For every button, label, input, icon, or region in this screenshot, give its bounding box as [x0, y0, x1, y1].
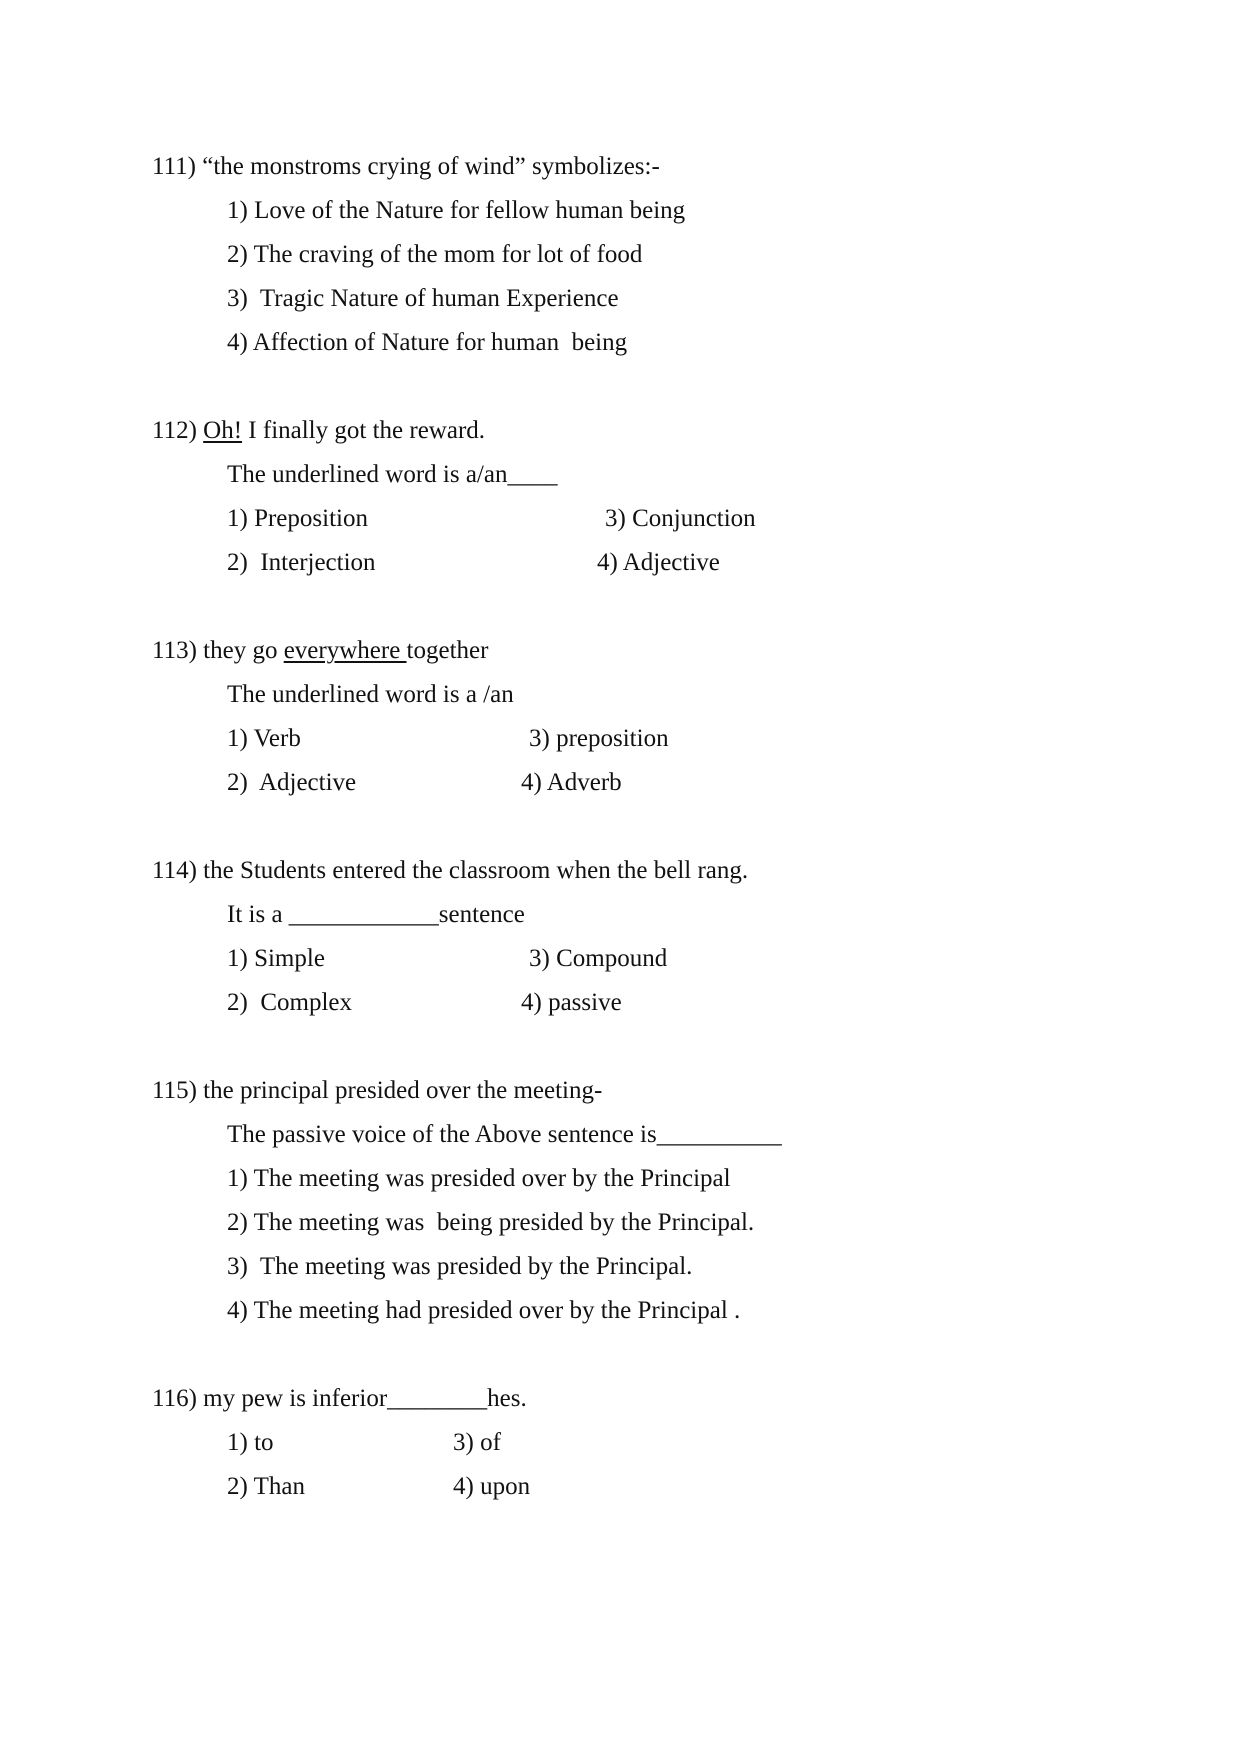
question-stem: [152, 1377, 527, 1421]
option-1: 1) Preposition: [227, 505, 368, 532]
question-stem: [152, 1069, 782, 1113]
question-114: [152, 849, 748, 1025]
option-4: 4) The meeting had presided over by the Principal .: [227, 1297, 741, 1324]
question-stem: [152, 849, 748, 893]
underlined-word: everywhere: [283, 637, 407, 664]
option-1: 1) Love of the Nature for fellow human being: [227, 197, 686, 224]
question-prompt: The underlined word is a/an____: [227, 461, 558, 488]
option-1: 1) The meeting was presided over by the Principal: [227, 1165, 731, 1192]
question-113: [152, 629, 669, 805]
question-116: [152, 1377, 531, 1509]
question-stem: [152, 145, 685, 189]
question-text: they go: [203, 637, 284, 664]
option-3: 3) Tragic Nature of human Experience: [227, 285, 619, 312]
question-112: [152, 409, 756, 585]
question-text: the Students entered the classroom when the bell rang.: [203, 857, 749, 884]
question-stem: [152, 409, 557, 453]
question-115: [152, 1069, 782, 1333]
question-text: together: [406, 637, 489, 664]
option-row: [152, 541, 720, 585]
question-111: [152, 145, 685, 365]
option-row: [152, 937, 748, 981]
option-1: 1) Simple: [227, 945, 325, 972]
option-row: [152, 497, 756, 541]
question-number: 112): [152, 417, 197, 444]
option-row: [152, 761, 622, 805]
question-text: my pew is inferior________hes.: [203, 1385, 527, 1412]
question-text: I finally got the reward.: [242, 417, 486, 444]
question-number: 114): [152, 857, 197, 884]
option-1: 1) Verb: [227, 725, 301, 752]
underlined-word: Oh!: [203, 417, 243, 444]
question-number: 113): [152, 637, 197, 664]
option-2: 2) Complex: [227, 989, 352, 1016]
option-3: 3) of: [453, 1429, 501, 1456]
option-row: [152, 981, 748, 1025]
option-1: 1) to: [227, 1429, 274, 1456]
option-row: [152, 1421, 527, 1465]
question-number: 115): [152, 1077, 197, 1104]
question-prompt: The underlined word is a /an: [227, 681, 514, 708]
option-4: 4) upon: [453, 1473, 531, 1500]
question-prompt: It is a ____________sentence: [227, 901, 525, 928]
option-3: 3) The meeting was presided by the Principal.: [227, 1253, 693, 1280]
option-4: 4) Adjective: [597, 549, 720, 576]
question-prompt: The passive voice of the Above sentence is__________: [227, 1121, 782, 1148]
question-text: the principal presided over the meeting-: [203, 1077, 603, 1104]
option-3: 3) Compound: [529, 945, 668, 972]
question-number: 111): [152, 153, 196, 180]
question-text: “the monstroms crying of wind” symbolizes:-: [202, 153, 660, 180]
option-4: 4) Adverb: [521, 769, 622, 796]
question-number: 116): [152, 1385, 197, 1412]
option-row: [152, 1465, 531, 1509]
option-4: 4) Affection of Nature for human being: [227, 329, 628, 356]
option-2: 2) Than: [227, 1473, 305, 1500]
option-4: 4) passive: [521, 989, 622, 1016]
question-stem: [152, 629, 514, 673]
option-3: 3) Conjunction: [605, 505, 756, 532]
option-row: [152, 717, 669, 761]
option-2: 2) The meeting was being presided by the Principal.: [227, 1209, 755, 1236]
option-2: 2) Adjective: [227, 769, 357, 796]
option-2: 2) The craving of the mom for lot of food: [227, 241, 643, 268]
option-2: 2) Interjection: [227, 549, 376, 576]
option-3: 3) preposition: [529, 725, 669, 752]
